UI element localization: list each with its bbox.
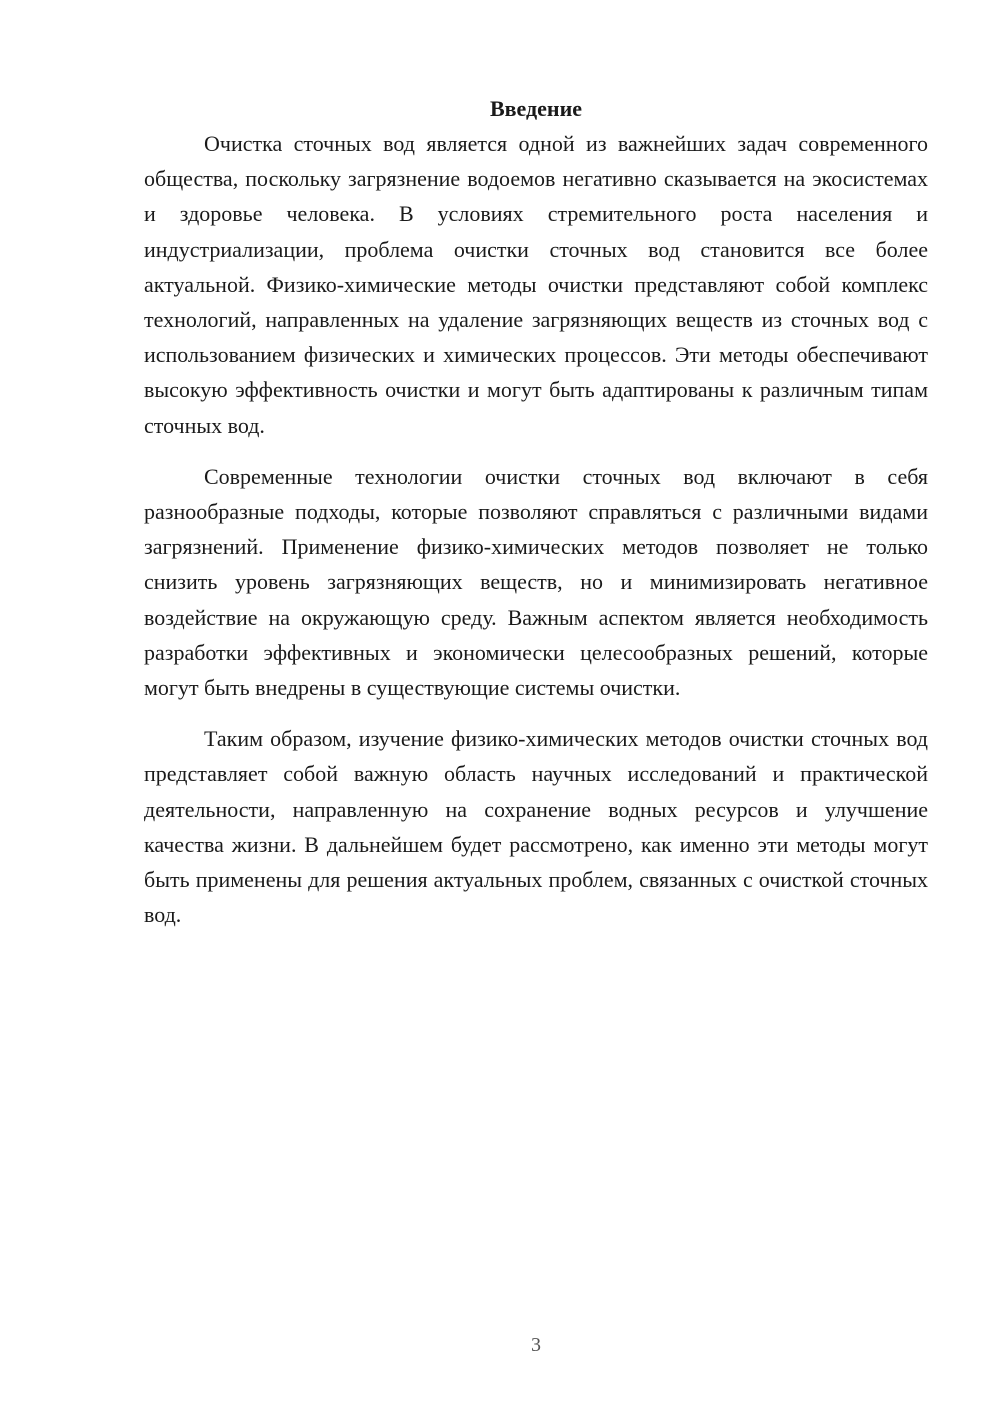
paragraph-1: Очистка сточных вод является одной из важнейших задач современного общества, поскольку загрязнение водоемов негативно сказывается на экосистемах и здоровье человека. В условиях стремительного роста населения и индустриализации, проблема очистки сточных вод становится все более актуальной. Физико-химические методы очистки представляют собой комплекс технологий, направленных на удаление загрязняющих веществ из сточных вод с использованием физических и химических процессов. Эти методы обеспечивают высокую эффективность очистки и могут быть адаптированы к различным типам сточных вод.: [144, 131, 928, 438]
section-heading: Введение: [489, 96, 583, 121]
paragraph-3: Таким образом, изучение физико-химических методов очистки сточных вод представляет собой важную область научных исследований и практической деятельности, направленную на сохранение водных ресурсов и улучшение качества жизни. В дальнейшем будет рассмотрено, как именно эти методы могут быть применены для решения актуальных проблем, связанных с очисткой сточных вод.: [144, 726, 928, 928]
page-content: [144, 92, 928, 948]
page-number: 3: [531, 1334, 541, 1356]
paragraph-2: Современные технологии очистки сточных вод включают в себя разнообразные подходы, которые позволяют справляться с различными видами загрязнений. Применение физико-химических методов позволяет не только снизить уровень загрязняющих веществ, но и минимизировать негативное воздействие на окружающую среду. Важным аспектом является необходимость разработки эффективных и экономически целесообразных решений, которые могут быть внедрены в существующие системы очистки.: [144, 463, 928, 701]
